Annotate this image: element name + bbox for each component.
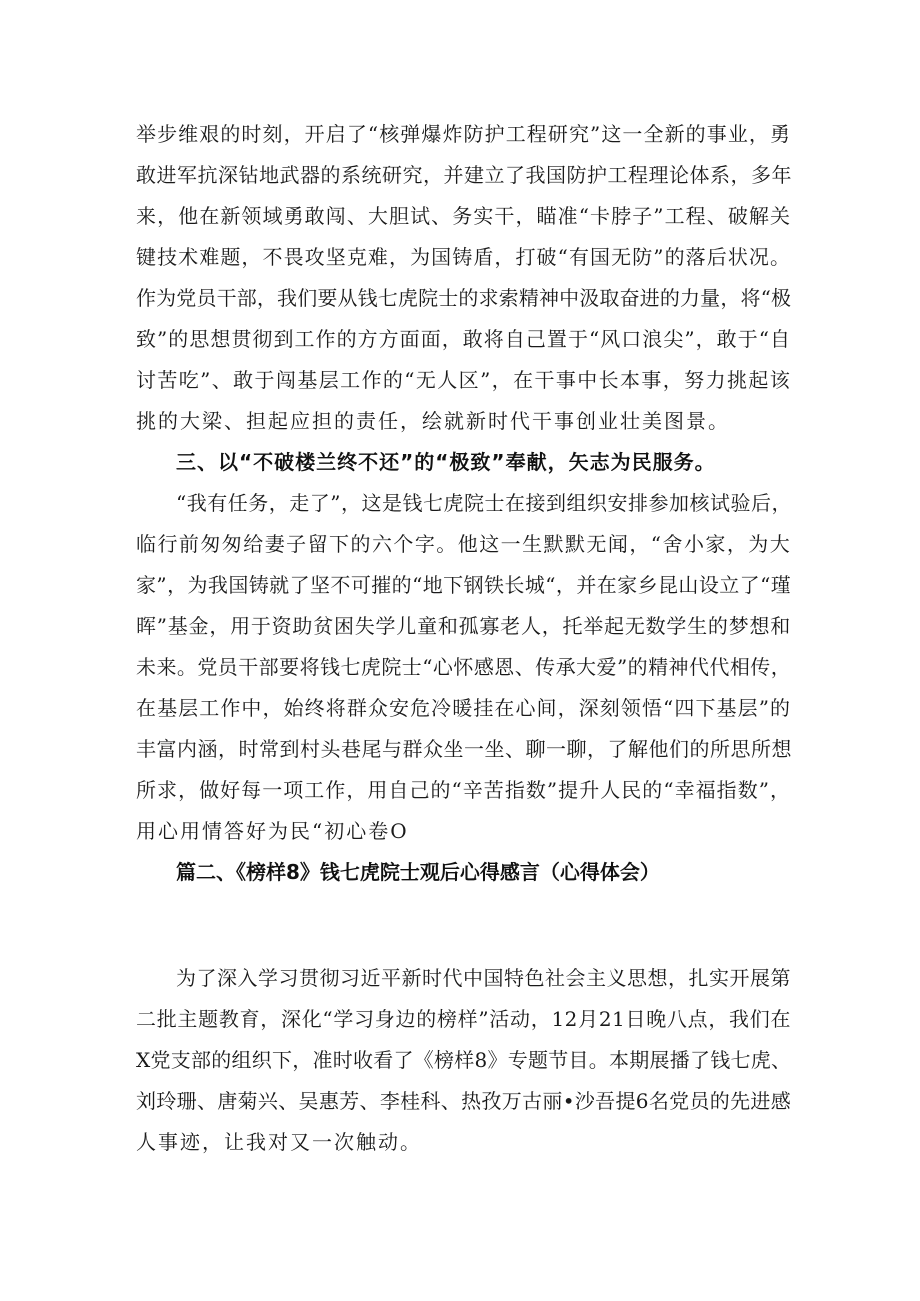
paragraph-line: 二批主题教育，深化“学习身边的榜样”活动，12月21日晚八点，我们在 <box>136 1007 791 1031</box>
paragraph-line: 键技术难题，不畏攻坚克难，为国铸盾，打破“有国无防”的落后状况。 <box>136 245 791 269</box>
paragraph-line: 作为党员干部，我们要从钱七虎院士的求索精神中汲取奋进的力量，将“极 <box>136 286 791 310</box>
paragraph-line: 用心用情答好为民“初心卷O <box>136 819 409 843</box>
paragraph-line: 未来。党员干部要将钱七虎院士“心怀感恩、传承大爱”的精神代代相传， <box>136 655 791 679</box>
paragraph-line: 丰富内涵，时常到村头巷尾与群众坐一坐、聊一聊，了解他们的所思所想 <box>136 737 792 761</box>
paragraph-line: 讨苦吃”、敢于闯基层工作的“无人区”，在干事中长本事，努力挑起该 <box>136 368 791 392</box>
article-title: 篇二、《榜样8》钱七虎院士观后心得感言（心得体会） <box>176 860 660 884</box>
paragraph-line: 家”，为我国铸就了坚不可摧的“地下钢铁长城“，并在家乡昆山设立了“瑾 <box>136 573 791 597</box>
paragraph-line: 来，他在新领域勇敢闯、大胆试、务实干，瞄准“卡脖子”工程、破解关 <box>136 204 791 228</box>
paragraph-line: 为了深入学习贯彻习近平新时代中国特色社会主义思想，扎实开展第 <box>176 966 791 990</box>
paragraph-line: X党支部的组织下，准时收看了《榜样8》专题节目。本期展播了钱七虎、 <box>136 1048 792 1072</box>
paragraph-line: 在基层工作中，始终将群众安危冷暖挂在心间，深刻领悟“四下基层”的 <box>136 696 791 720</box>
paragraph-line: 所求，做好每一项工作，用自己的“辛苦指数”提升人民的“幸福指数”， <box>136 778 791 802</box>
paragraph-line: 致”的思想贯彻到工作的方方面面，敢将自己置于“风口浪尖”，敢于“自 <box>136 327 791 351</box>
paragraph-line: 刘玲珊、唐菊兴、吴惠芳、李桂科、热孜万古丽•沙吾提6名党员的先进感 <box>136 1089 791 1113</box>
section-heading: 三、以“不破楼兰终不还”的“极致”奉献，矢志为民服务。 <box>176 450 716 474</box>
paragraph-line: 挑的大梁、担起应担的责任，绘就新时代干事创业壮美图景。 <box>136 409 730 433</box>
paragraph-line: 举步维艰的时刻，开启了“核弹爆炸防护工程研究”这一全新的事业，勇 <box>136 122 791 146</box>
paragraph-line: 晖”基金，用于资助贫困失学儿童和孤寡老人，托举起无数学生的梦想和 <box>136 614 791 638</box>
paragraph-line: 人事迹，让我对又一次触动。 <box>136 1130 422 1154</box>
paragraph-line: “我有任务，走了”，这是钱七虎院士在接到组织安排参加核试验后， <box>176 491 792 515</box>
paragraph-line: 敢进军抗深钻地武器的系统研究，并建立了我国防护工程理论体系，多年 <box>136 163 792 187</box>
paragraph-line: 临行前匆匆给妻子留下的六个字。他这一生默默无闻，“舍小家，为大 <box>136 532 791 556</box>
